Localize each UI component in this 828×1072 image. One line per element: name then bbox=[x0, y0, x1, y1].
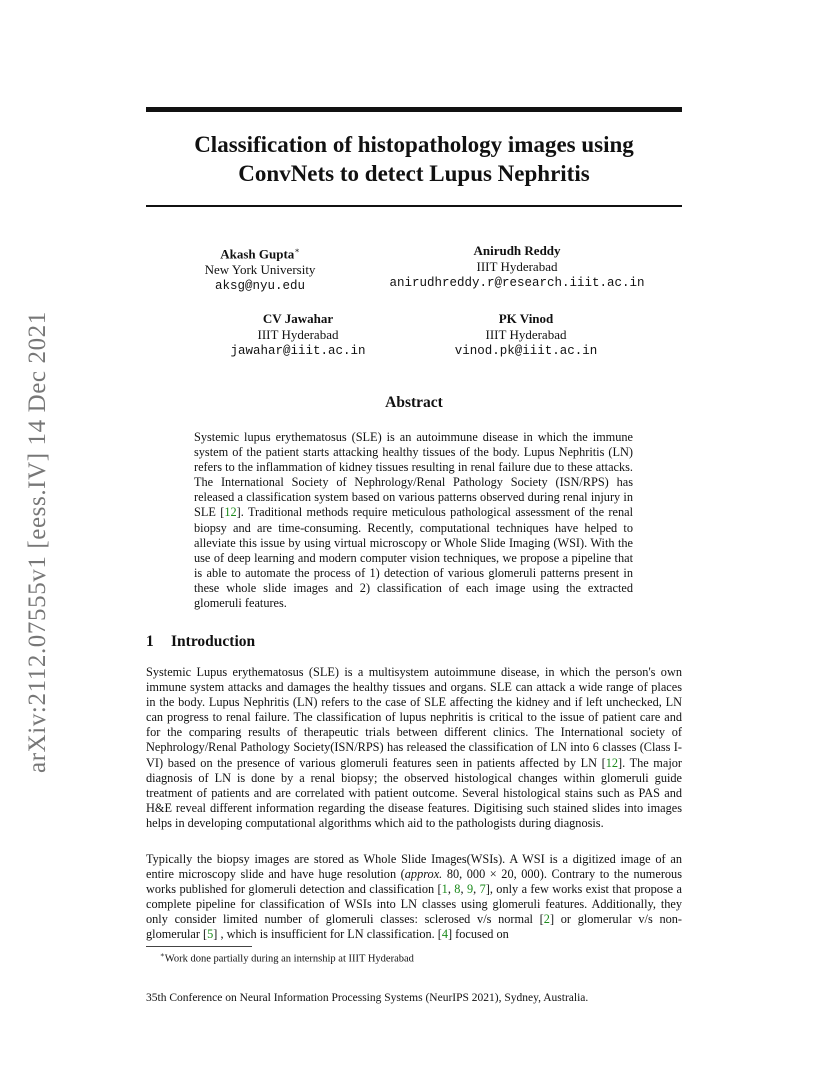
section-number: 1 bbox=[146, 633, 154, 650]
section-title: Introduction bbox=[171, 633, 256, 650]
footnote-mark: ∗ bbox=[294, 246, 300, 255]
arxiv-stamp: arXiv:2112.07555v1 [eess.IV] 14 Dec 2021 bbox=[24, 311, 51, 773]
intro-paragraph-2: Typically the biopsy images are stored as Whole Slide Images(WSIs). A WSI is a digitized image of an entire microscopy slide and have huge resolution (approx. 80, 000 × 20, 000). Contrary to the numerous works published for glomeruli detection and classification [1, 8, 9, 7], only a few works exist that propose a complete pipeline for classification of WSIs into LN classes using glomeruli features. Additionally, they only consider limited number of glomeruli classes: sclerosed v/s normal [2] or glomerular v/s non-glomerular [5] , which is insufficient for LN classification. [4] focused on bbox=[146, 852, 682, 942]
abstract-heading: Abstract bbox=[385, 394, 443, 411]
paper-title bbox=[146, 130, 682, 188]
citation-link[interactable]: 8 bbox=[454, 882, 461, 897]
title-line-1: Classification of histopathology images using bbox=[194, 132, 634, 157]
citation-link[interactable]: 2 bbox=[543, 912, 550, 927]
section-heading bbox=[146, 633, 255, 651]
abstract-body: Systemic lupus erythematosus (SLE) is an autoimmune disease in which the immune system of the patient starts attacking healthy tissues of the body. Lupus Nephritis (LN) refers to the inflammation of kidney tissues resulting in renal failure due to these attacks. The International Society of Nephrology/Renal Pathology Society (ISN/RPS) has released a classification system based on various patterns observed during renal injury in SLE [12]. Traditional methods require meticulous pathological assessment of the renal biopsy and are time-consuming. Recently, computational techniques have helped to alleviate this issue by using virtual microscopy or Whole Slide Imaging (WSI). With the use of deep learning and modern computer vision techniques, we propose a pipeline that is able to automate the process of 1) detection of various glomeruli patterns present in these whole slide images and 2) classification of each image using the extracted glomeruli features. bbox=[194, 430, 633, 611]
author-affiliation: IIIT Hyderabad bbox=[257, 327, 339, 342]
author-email: anirudhreddy.r@research.iiit.ac.in bbox=[389, 276, 645, 290]
author-block-2 bbox=[374, 243, 660, 291]
author-email: jawahar@iiit.ac.in bbox=[230, 344, 366, 358]
citation-link[interactable]: 1 bbox=[441, 882, 448, 897]
author-name: CV Jawahar bbox=[262, 311, 334, 326]
citation-link[interactable]: 4 bbox=[441, 927, 449, 942]
author-affiliation: IIIT Hyderabad bbox=[476, 259, 558, 274]
footnote: ∗Work done partially during an internship at IIIT Hyderabad bbox=[160, 951, 414, 965]
author-block-3 bbox=[198, 311, 398, 359]
intro-paragraph-1: Systemic Lupus erythematosus (SLE) is a multisystem autoimmune disease, in which the person's own immune system attacks and damages the healthy tissues and organs. SLE can attack a wide range of places in the body. Lupus Nephritis (LN) refers to the case of SLE affecting the kidney and if left unchecked, LN can progress to renal failure. The classification of lupus nephritis is critical to the issue of patient care and for the comparing results of therapeutic trials between different clinics. The International society of Nephrology/Renal Pathology Society(ISN/RPS) has released the classification of LN into 6 classes (Class I-VI) based on the presence of various glomeruli features seen in patients affected by LN [12]. The major diagnosis of LN is done by a renal biopsy; the observed histological changes within glomeruli guide treatment of patients and are correlated with patient outcome. Several histological stains such as PAS and H&E reveal different information regarding the disease features. Digitising such stained slides into images helps in developing computational algorithms which aid to the pathologists during diagnosis. bbox=[146, 665, 682, 830]
citation-link[interactable]: 12 bbox=[605, 755, 618, 770]
title-top-rule bbox=[146, 107, 682, 112]
author-email: aksg@nyu.edu bbox=[214, 279, 305, 294]
footnote-mark: ∗ bbox=[160, 951, 165, 959]
author-affiliation: IIIT Hyderabad bbox=[485, 327, 567, 342]
footnote-rule bbox=[146, 946, 252, 947]
author-name: Akash Gupta∗ bbox=[220, 246, 300, 262]
venue-line: 35th Conference on Neural Information Processing Systems (NeurIPS 2021), Sydney, Australia. bbox=[146, 992, 589, 1004]
title-line-2: ConvNets to detect Lupus Nephritis bbox=[238, 161, 590, 186]
math-resolution: 80, 000 × 20, 000 bbox=[442, 867, 540, 882]
title-bottom-rule bbox=[146, 205, 682, 207]
citation-link[interactable]: 9 bbox=[466, 882, 474, 897]
citation-link[interactable]: 7 bbox=[479, 882, 486, 897]
author-name: Anirudh Reddy bbox=[473, 243, 561, 258]
author-block-4 bbox=[426, 311, 626, 359]
author-affiliation: New York University bbox=[204, 262, 316, 278]
author-email: vinod.pk@iiit.ac.in bbox=[454, 344, 598, 358]
citation-link[interactable]: 12 bbox=[224, 505, 237, 520]
author-block-1 bbox=[160, 243, 360, 294]
author-name: PK Vinod bbox=[498, 311, 554, 326]
math-approx: approx. bbox=[404, 867, 443, 882]
citation-link[interactable]: 5 bbox=[207, 927, 214, 942]
